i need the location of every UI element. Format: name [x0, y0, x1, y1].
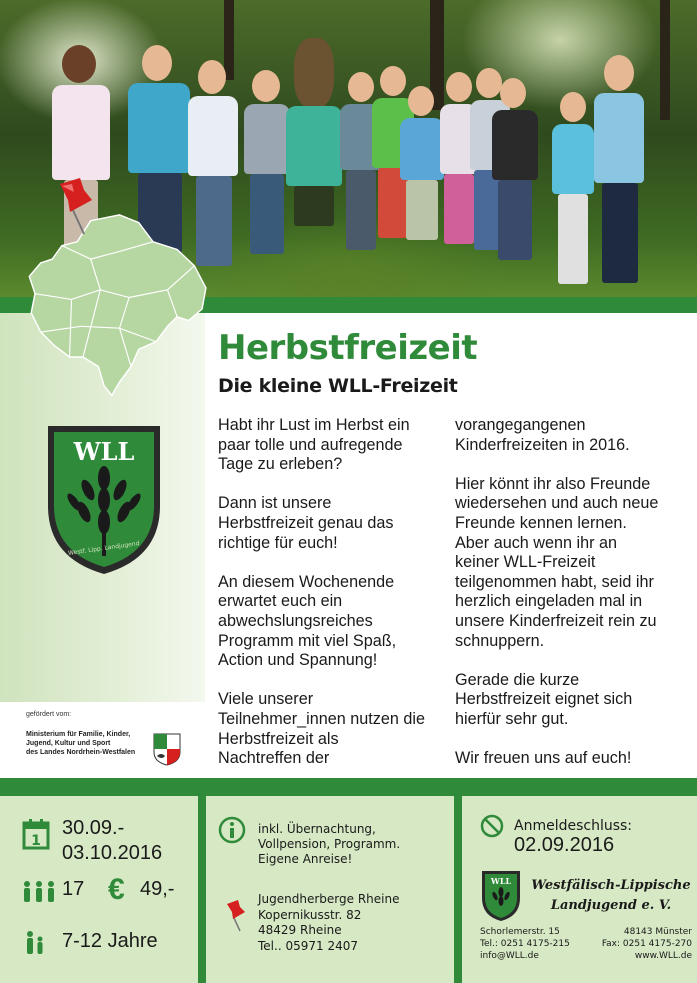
- contact-block: [480, 926, 692, 962]
- organization-name: Westfälisch-Lippische Landjugend e. V.: [531, 878, 691, 913]
- city: 48143 Münster: [623, 927, 692, 937]
- nrw-map-icon: [22, 213, 217, 405]
- wll-crest-logo: [42, 418, 166, 578]
- info-panel: [206, 796, 454, 983]
- no-sign-icon: [480, 814, 504, 838]
- svg-text:WLL: WLL: [490, 876, 512, 886]
- nrw-emblem-icon: [152, 732, 182, 766]
- email-link[interactable]: info@WLL.de: [480, 951, 539, 961]
- dates-panel: [0, 796, 198, 983]
- event-dates: 30.09.- 03.10.2016: [62, 817, 163, 864]
- calendar-icon: [22, 818, 50, 850]
- age-range: 7-12 Jahre: [62, 930, 158, 952]
- fax-number: Fax: 0251 4175-270: [601, 939, 692, 949]
- participant-count: 17: [62, 878, 85, 900]
- bottom-divider: [0, 778, 697, 796]
- info-icon: [218, 816, 246, 844]
- details-area: [0, 796, 697, 983]
- pushpin-icon: [226, 900, 248, 932]
- venue-address: Jugendherberge Rheine Kopernikusstr. 82 48429 Rheine Tel.. 05971 2407: [258, 892, 400, 953]
- text-column-left: Habt ihr Lust im Herbst ein paar tolle und aufregende Tage zu erleben? Dann ist unsere Herbstfreizeit genau das richtige für euch! An diesem Wochenende erwartet euch ein abwechslungsreiches Programm mit viel Spaß, Action und Spannung! Viele unserer Teilnehmer_innen nutzen die Herbstfreizeit als Nachtreffen der: [218, 416, 425, 768]
- euro-icon: €: [108, 873, 125, 906]
- crest-motto: Westf. Lipp. Landjugend: [67, 540, 140, 557]
- funding-label: gefördert vom:: [26, 711, 72, 718]
- included-services: inkl. Übernachtung, Vollpension, Programm. Eigene Anreise!: [258, 822, 401, 866]
- wll-logo-small: [480, 868, 522, 922]
- crest-letters: WLL: [73, 437, 135, 466]
- deadline-label: Anmeldeschluss:: [514, 818, 633, 834]
- funding-notice: [0, 702, 205, 778]
- street-address: Schorlemerstr. 15: [480, 927, 560, 937]
- price: 49,-: [140, 878, 175, 900]
- child-icon: [24, 930, 46, 954]
- page-subtitle: Die kleine WLL-Freizeit: [218, 375, 458, 397]
- registration-panel: [462, 796, 697, 983]
- phone-number: Tel.: 0251 4175-215: [480, 939, 570, 949]
- website-link[interactable]: www.WLL.de: [634, 951, 692, 961]
- pushpin-icon: [58, 178, 98, 236]
- ministry-name: Ministerium für Familie, Kinder, Jugend, Kultur und Sport des Landes Nordrhein-Westfalen: [26, 731, 136, 756]
- svg-text:1: 1: [31, 833, 41, 849]
- deadline-date: 02.09.2016: [514, 834, 615, 856]
- people-icon: [22, 880, 56, 902]
- page-title: Herbstfreizeit: [218, 328, 478, 368]
- text-column-right: vorangegangenen Kinderfreizeiten in 2016. Hier könnt ihr also Freunde wiedersehen und auch neue Freunde kennen lernen. Aber auch wenn ihr an keiner WLL-Freizeit teilgenommen habt, seid ihr herzlich eingeladen mal in unsere Kinderfreizeit rein zu schnuppern. Gerade die kurze Herbstfreizeit eignet sich hierfür sehr gut. Wir freuen uns auf euch!: [455, 416, 659, 768]
